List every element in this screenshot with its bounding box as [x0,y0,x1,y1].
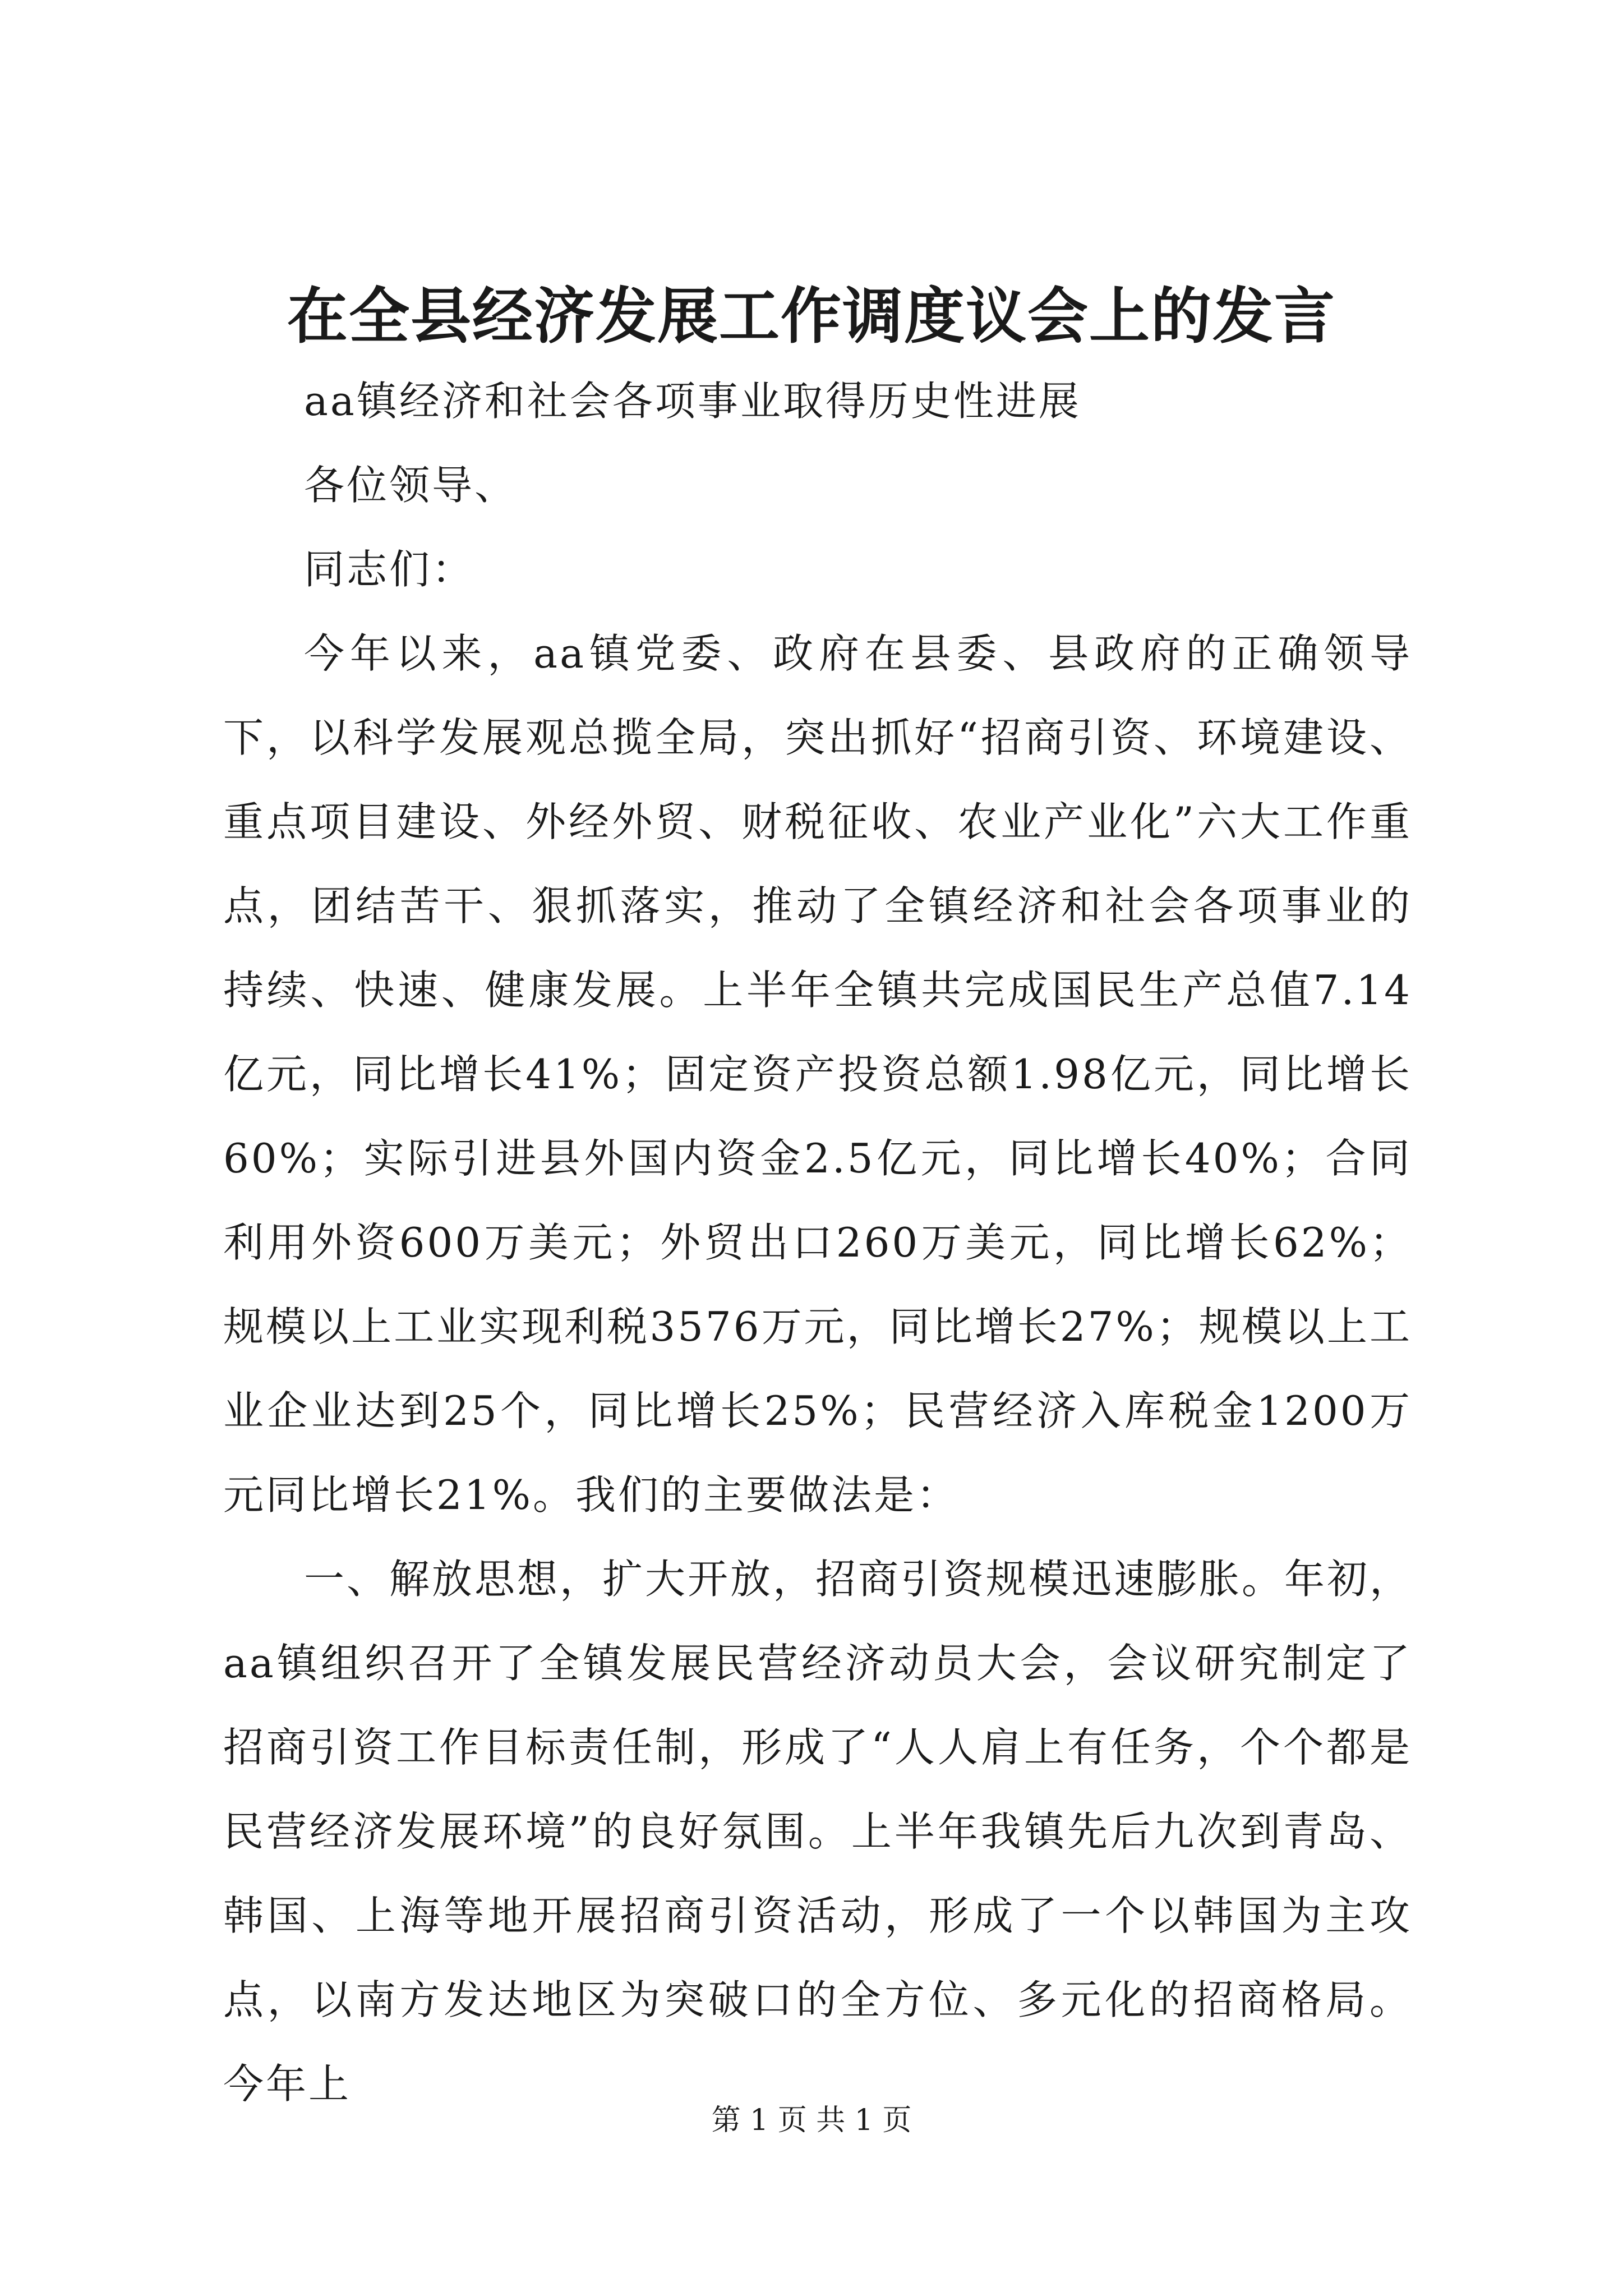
salutation-comrades: 同志们： [304,546,475,593]
document-title: 在全县经济发展工作调度议会上的发言 [287,282,1336,352]
salutation-leaders: 各位领导、 [304,462,518,509]
body-paragraph-overview: 今年以来，aa镇党委、政府在县委、县政府的正确领导下，以科学发展观总揽全局，突出抓好“招商引资、环境建设、重点项目建设、外经外贸、财税征收、农业产业化”六大工作重点，团结苦干、狠抓落实，推动了全镇经济和社会各项事业的持续、快速、健康发展。上半年全镇共完成国民生产总值7.14亿元，同比增长41%；固定资产投资总额1.98亿元，同比增长60%；实际引进县外国内资金2.5亿元，同比增长40%；合同利用外资600万美元；外贸出口260万美元，同比增长62%；规模以上工业实现利税3576万元，同比增长27%；规模以上工业企业达到25个，同比增长25%；民营经济入库税金1200万元同比增长21%。我们的主要做法是： [223,630,1412,1519]
page-footer: 第 1 页 共 1 页 [711,2104,912,2137]
document-body [223,359,1412,2126]
subtitle-paragraph: aa镇经济和社会各项事业取得历史性进展 [304,378,1081,425]
body-paragraph-section-one: 一、解放思想，扩大开放，招商引资规模迅速膨胀。年初，aa镇组织召开了全镇发展民营经济动员大会，会议研究制定了招商引资工作目标责任制，形成了“人人肩上有任务，个个都是民营经济发展环境”的良好氛围。上半年我镇先后九次到青岛、韩国、上海等地开展招商引资活动，形成了一个以韩国为主攻点，以南方发达地区为突破口的全方位、多元化的招商格局。今年上 [223,1556,1413,2108]
